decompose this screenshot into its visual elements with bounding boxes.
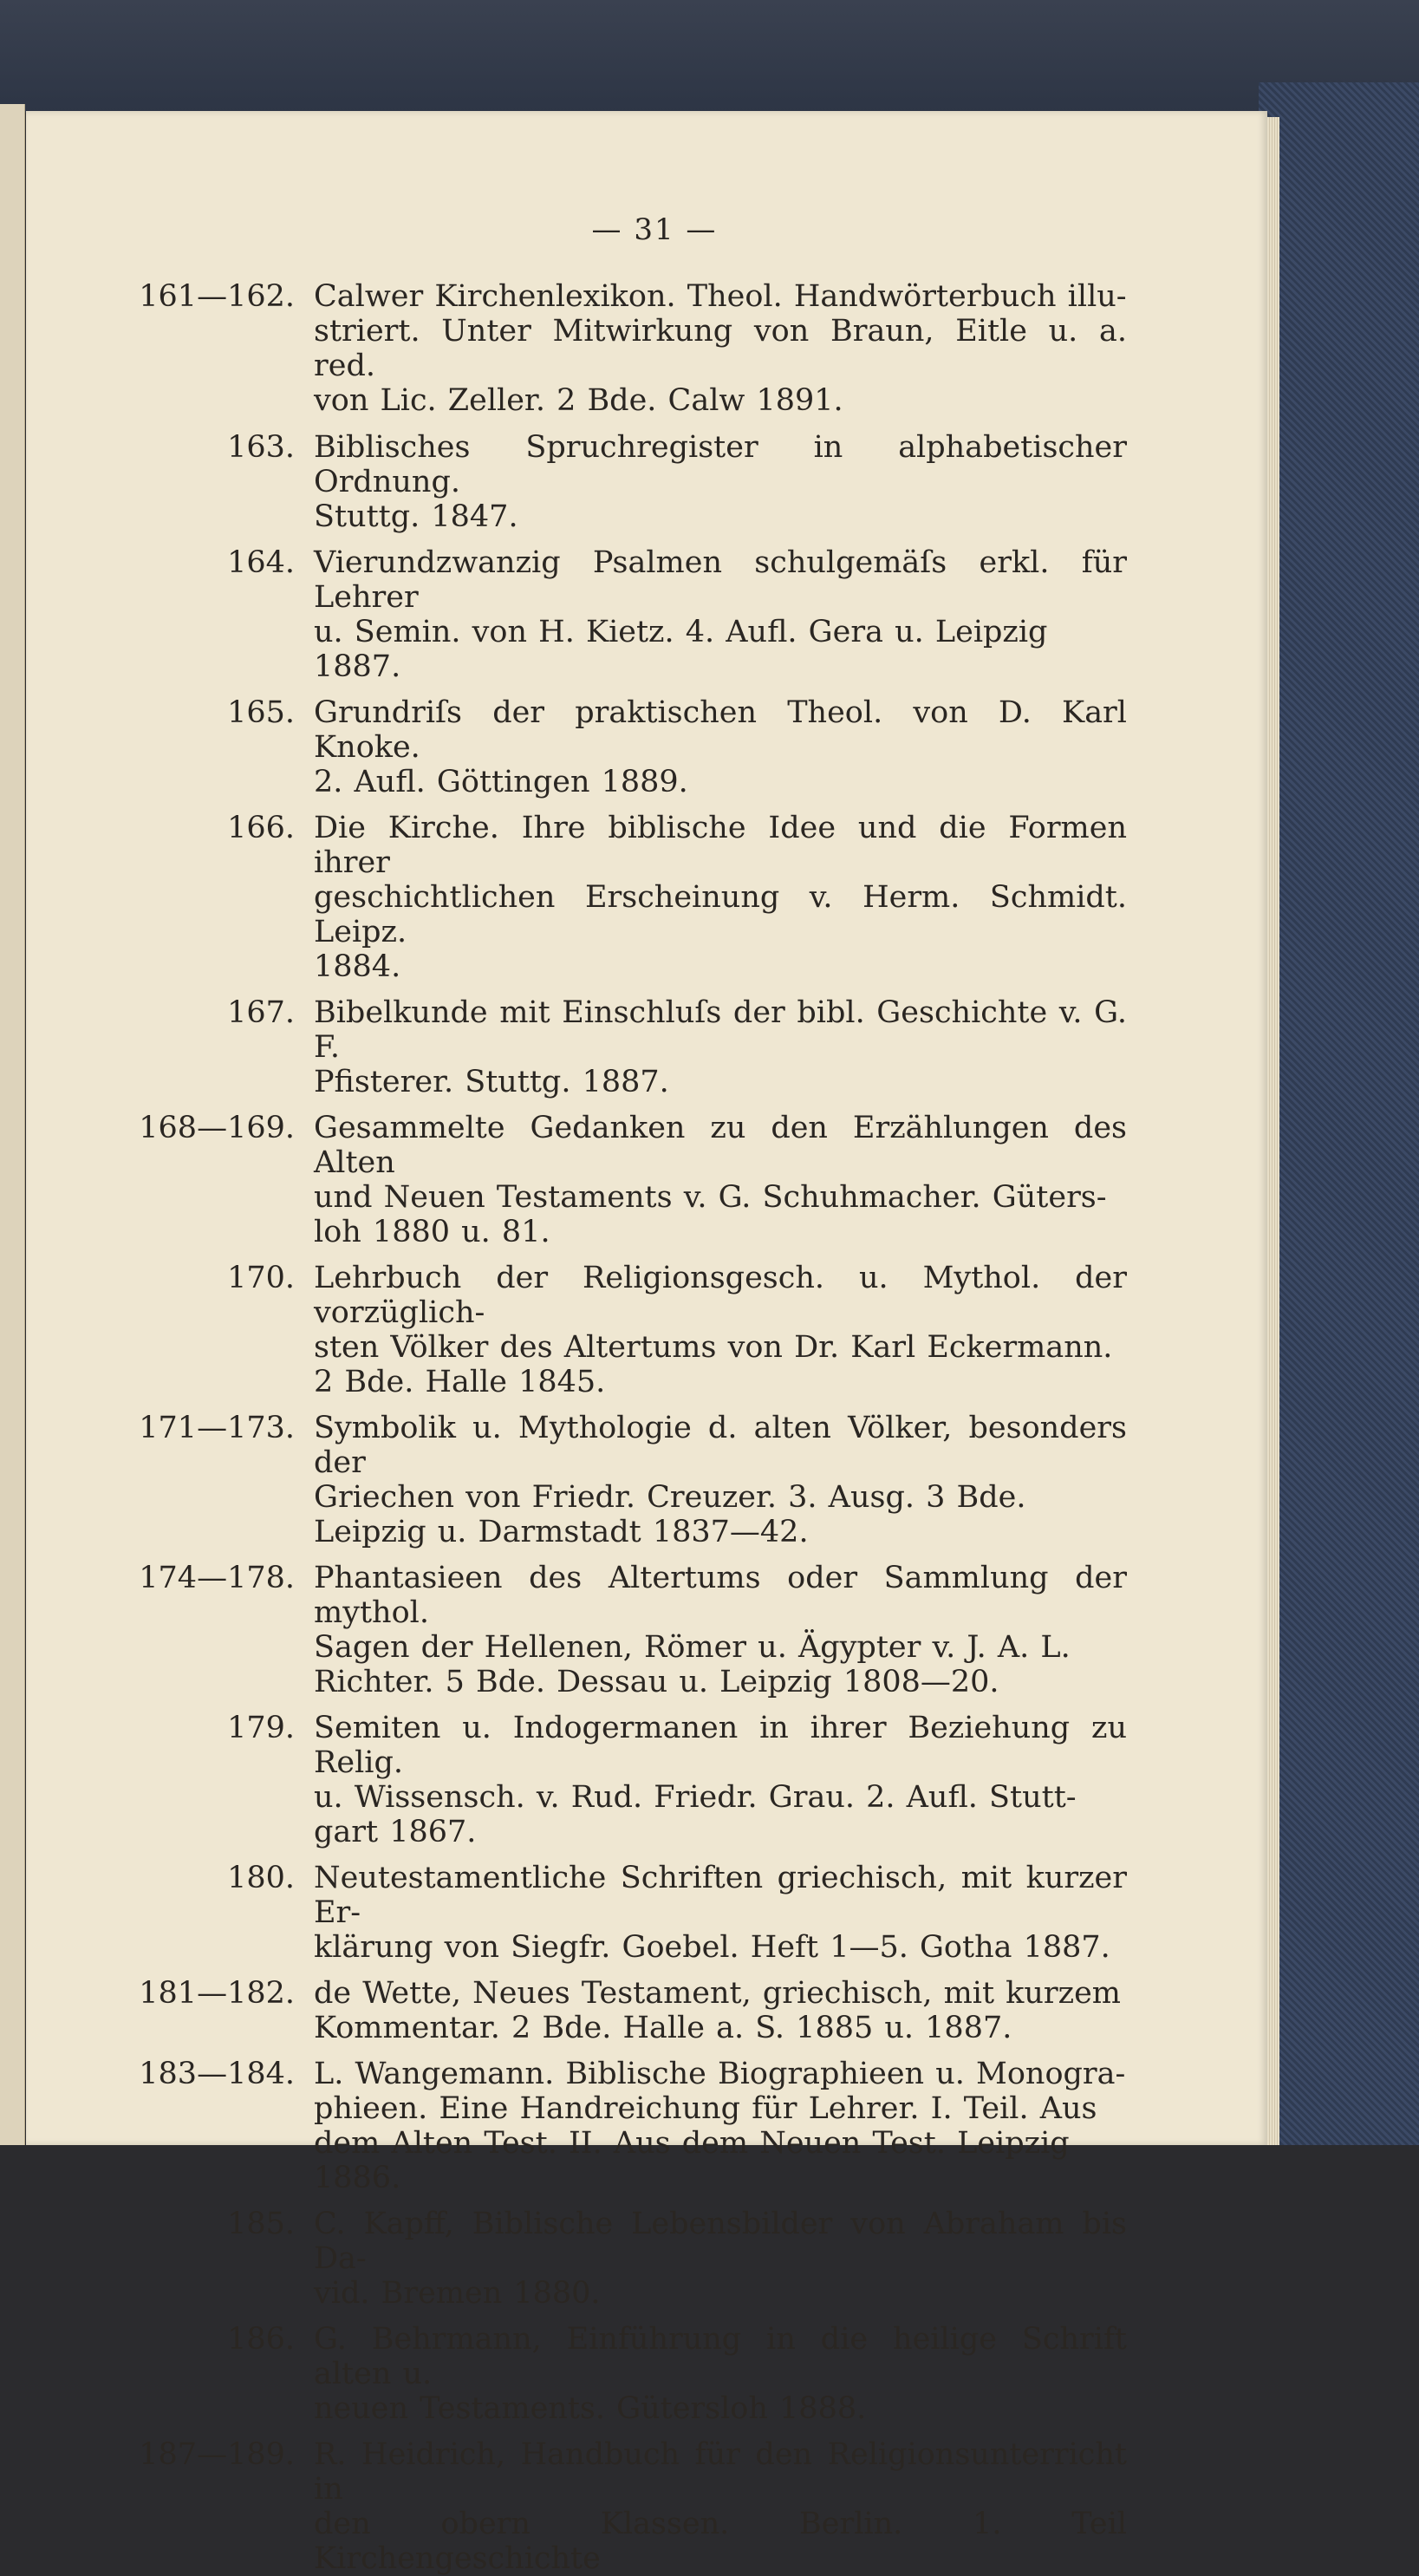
entry-number: 179. — [227, 1711, 295, 1745]
entry-text: Gesammelte Gedanken zu den Erzählungen des Alten und Neuen Testaments v. G. Schuhmacher. Güters- loh 1880 u. 81. — [314, 1111, 1127, 1249]
entry-number: 164. — [227, 545, 295, 580]
bibliography-entry — [139, 1861, 1127, 1965]
entry-text: Vierundzwanzig Psalmen schulgemäſs erkl. für Lehrer u. Semin. von H. Kietz. 4. Aufl. Gera u. Leipzig 1887. — [314, 545, 1127, 684]
bibliography-entry — [139, 1711, 1127, 1849]
entry-text: Calwer Kirchenlexikon. Theol. Handwörterbuch illu- striert. Unter Mitwirkung von Braun, Eitle u. a. red. von Lic. Zeller. 2 Bde. Calw 1891. — [314, 279, 1127, 418]
entry-number: 168—169. — [139, 1111, 295, 1145]
entry-text: Biblisches Spruchregister in alphabetischer Ordnung. Stuttg. 1847. — [314, 430, 1127, 534]
bibliography-entry — [139, 695, 1127, 799]
entry-number: 180. — [227, 1861, 295, 1895]
entry-number: 170. — [227, 1261, 295, 1295]
facing-page-edge — [0, 104, 25, 2145]
entry-number: 181—182. — [139, 1976, 295, 2011]
entry-number: 183—184. — [139, 2057, 295, 2091]
entry-text: R. Heidrich, Handbuch für den Religionsunterricht in den obern Klassen. Berlin. 1. Teil Kirchengeschichte — [314, 2437, 1127, 2576]
entry-text: Phantasieen des Altertums oder Sammlung der mythol. Sagen der Hellenen, Römer u. Ägypter v. J. A. L. Richter. 5 Bde. Dessau u. Leipzig 1808—20. — [314, 1561, 1127, 1699]
entry-text: L. Wangemann. Biblische Biographieen u. Monogra- phieen. Eine Handreichung für Lehrer. I. Teil. Aus dem Alten Test. II. Aus dem Neuen Test. Leipzig 1886. — [314, 2057, 1126, 2195]
page-number: — 31 — — [591, 212, 718, 247]
entry-number: 167. — [227, 995, 295, 1030]
bibliography-entry — [139, 811, 1127, 984]
page-stack-edge — [1267, 117, 1279, 2145]
bibliography-list — [139, 279, 1127, 2576]
entry-number: 171—173. — [139, 1411, 295, 1445]
entry-text: Grundriſs der praktischen Theol. von D. Karl Knoke. 2. Aufl. Göttingen 1889. — [314, 695, 1127, 799]
entry-text: G. Behrmann, Einführung in die heilige Schrift alten u. neuen Testaments. Gütersloh 1888. — [314, 2322, 1127, 2426]
bibliography-entry — [139, 545, 1127, 684]
bibliography-entry — [139, 1976, 1127, 2045]
bibliography-entry — [139, 1111, 1127, 1249]
bibliography-entry — [139, 2322, 1127, 2426]
entry-text: Bibelkunde mit Einschluſs der bibl. Geschichte v. G. F. Pfisterer. Stuttg. 1887. — [314, 995, 1127, 1099]
entry-text: C. Kapff, Biblische Lebensbilder von Abraham bis Da- vid. Bremen 1880. — [314, 2207, 1127, 2311]
entry-text: Die Kirche. Ihre biblische Idee und die Formen ihrer geschichtlichen Erscheinung v. Herm. Schmidt. Leipz. 1884. — [314, 811, 1127, 984]
entry-text: Symbolik u. Mythologie d. alten Völker, besonders der Griechen von Friedr. Creuzer. 3. Ausg. 3 Bde. Leipzig u. Darmstadt 1837—42. — [314, 1411, 1127, 1549]
entry-number: 161—162. — [139, 279, 295, 314]
entry-number: 186. — [227, 2322, 295, 2357]
entry-number: 185. — [227, 2207, 295, 2241]
entry-text: Semiten u. Indogermanen in ihrer Beziehung zu Relig. u. Wissensch. v. Rud. Friedr. Grau. 2. Aufl. Stutt- gart 1867. — [314, 1711, 1127, 1849]
entry-number: 165. — [227, 695, 295, 730]
entry-text: de Wette, Neues Testament, griechisch, mit kurzem Kommentar. 2 Bde. Halle a. S. 1885 u. 1887. — [314, 1976, 1121, 2045]
entry-number: 163. — [227, 430, 295, 465]
entry-text: Neutestamentliche Schriften griechisch, mit kurzer Er- klärung von Siegfr. Goebel. Heft 1—5. Gotha 1887. — [314, 1861, 1127, 1965]
bibliography-entry — [139, 1411, 1127, 1549]
entry-number: 187—189. — [139, 2437, 295, 2472]
bibliography-entry — [139, 995, 1127, 1099]
bibliography-entry — [139, 2437, 1127, 2576]
entry-number: 166. — [227, 811, 295, 845]
book-binding — [1259, 82, 1419, 2145]
entry-number: 174—178. — [139, 1561, 295, 1595]
bibliography-entry — [139, 1261, 1127, 1399]
bibliography-entry — [139, 2207, 1127, 2311]
entry-text: Lehrbuch der Religionsgesch. u. Mythol. der vorzüglich- sten Völker des Altertums von Dr. Karl Eckermann. 2 Bde. Halle 1845. — [314, 1261, 1127, 1399]
bibliography-entry — [139, 279, 1127, 418]
book-cover-top — [0, 0, 1419, 113]
bibliography-entry — [139, 1561, 1127, 1699]
bibliography-entry — [139, 2057, 1127, 2195]
bibliography-entry — [139, 430, 1127, 534]
